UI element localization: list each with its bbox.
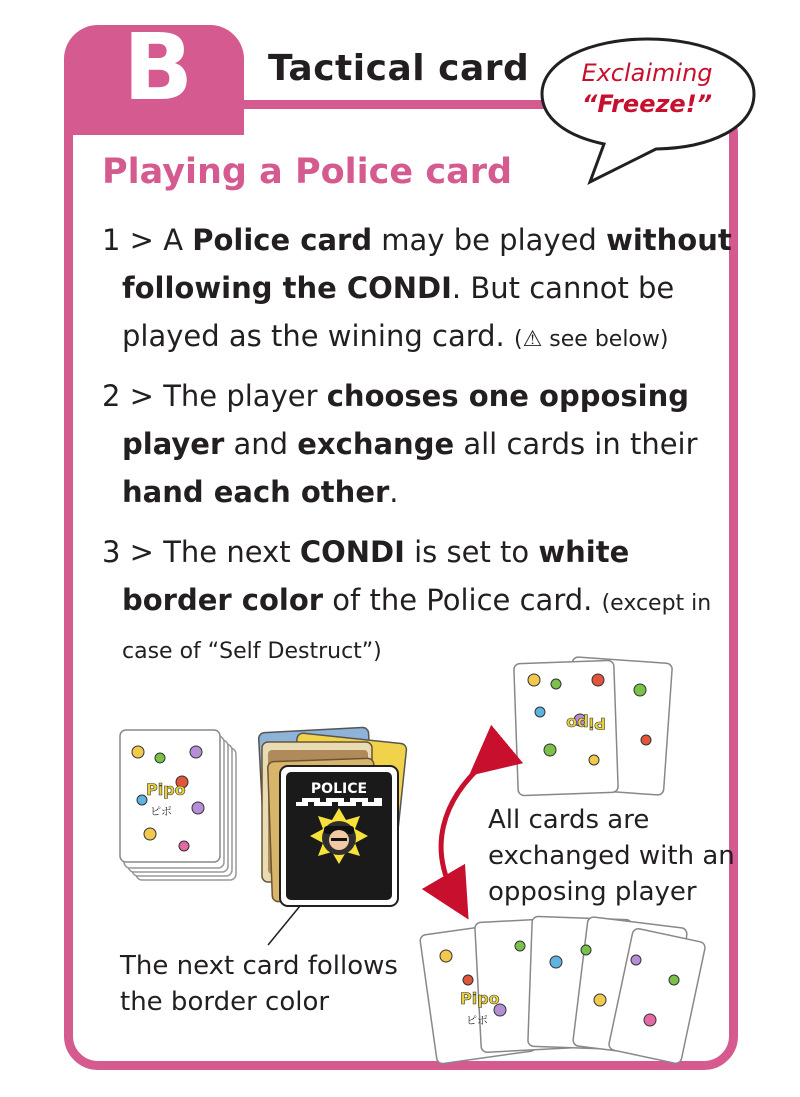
- emphasis: Police card: [192, 223, 373, 257]
- player-hand: [419, 916, 706, 1064]
- warning-icon: ⚠: [522, 327, 543, 352]
- pipo-katakana: ピポ: [150, 805, 172, 818]
- emphasis: without: [606, 223, 732, 257]
- police-label: POLICE: [310, 781, 368, 797]
- caption-line: exchanged with an: [488, 841, 735, 871]
- bubble-line-1: Exclaiming: [581, 59, 713, 87]
- caption-line: All cards are: [488, 805, 650, 835]
- text: of the Police card.: [323, 583, 602, 617]
- bubble-line-2: “Freeze!”: [581, 90, 713, 118]
- text: . But cannot be: [451, 271, 675, 305]
- pipo-logo-flipped: Pipo: [566, 714, 606, 733]
- text: The next: [163, 535, 300, 569]
- step-number: 3 >: [102, 535, 164, 569]
- deck-stack: [120, 730, 236, 880]
- note-text: see below): [542, 327, 669, 352]
- text: may be played: [372, 223, 607, 257]
- emphasis: player: [122, 427, 225, 461]
- note-paren: (: [513, 327, 523, 352]
- pipo-katakana-hand: ピポ: [466, 1014, 488, 1027]
- caption-line: The next card follows: [120, 951, 398, 981]
- pipo-logo-hand: Pipo: [460, 989, 500, 1008]
- emphasis: chooses one opposing: [326, 379, 690, 413]
- police-card-group: [258, 727, 407, 906]
- exchange-caption: [488, 802, 735, 910]
- emphasis: border color: [122, 583, 324, 617]
- text: .: [389, 475, 399, 509]
- caption-line: opposing player: [488, 877, 697, 907]
- text: A: [163, 223, 193, 257]
- caption-line: the border color: [120, 987, 330, 1017]
- emphasis: hand each other: [122, 475, 390, 509]
- header-title: Tactical card: [268, 48, 530, 89]
- emphasis: white: [538, 535, 630, 569]
- emphasis: exchange: [297, 427, 455, 461]
- border-caption: [120, 948, 398, 1020]
- pipo-logo: Pipo: [146, 780, 186, 799]
- step-number: 2 >: [102, 379, 164, 413]
- section-title: Playing a Police card: [102, 152, 513, 192]
- text: The player: [163, 379, 327, 413]
- caption-pointer: [268, 906, 300, 945]
- exchange-arrow: [441, 760, 488, 898]
- section-letter: B: [122, 14, 194, 121]
- text: played as the wining card.: [122, 319, 514, 353]
- emphasis: following the CONDI: [122, 271, 452, 305]
- text: is set to: [404, 535, 539, 569]
- note-text: case of “Self Destruct”): [122, 639, 382, 664]
- text: and: [224, 427, 298, 461]
- step-number: 1 >: [102, 223, 164, 257]
- opponent-cards: [514, 657, 673, 796]
- text: all cards in their: [454, 427, 698, 461]
- emphasis: CONDI: [299, 535, 405, 569]
- note-text: (except in: [601, 591, 712, 616]
